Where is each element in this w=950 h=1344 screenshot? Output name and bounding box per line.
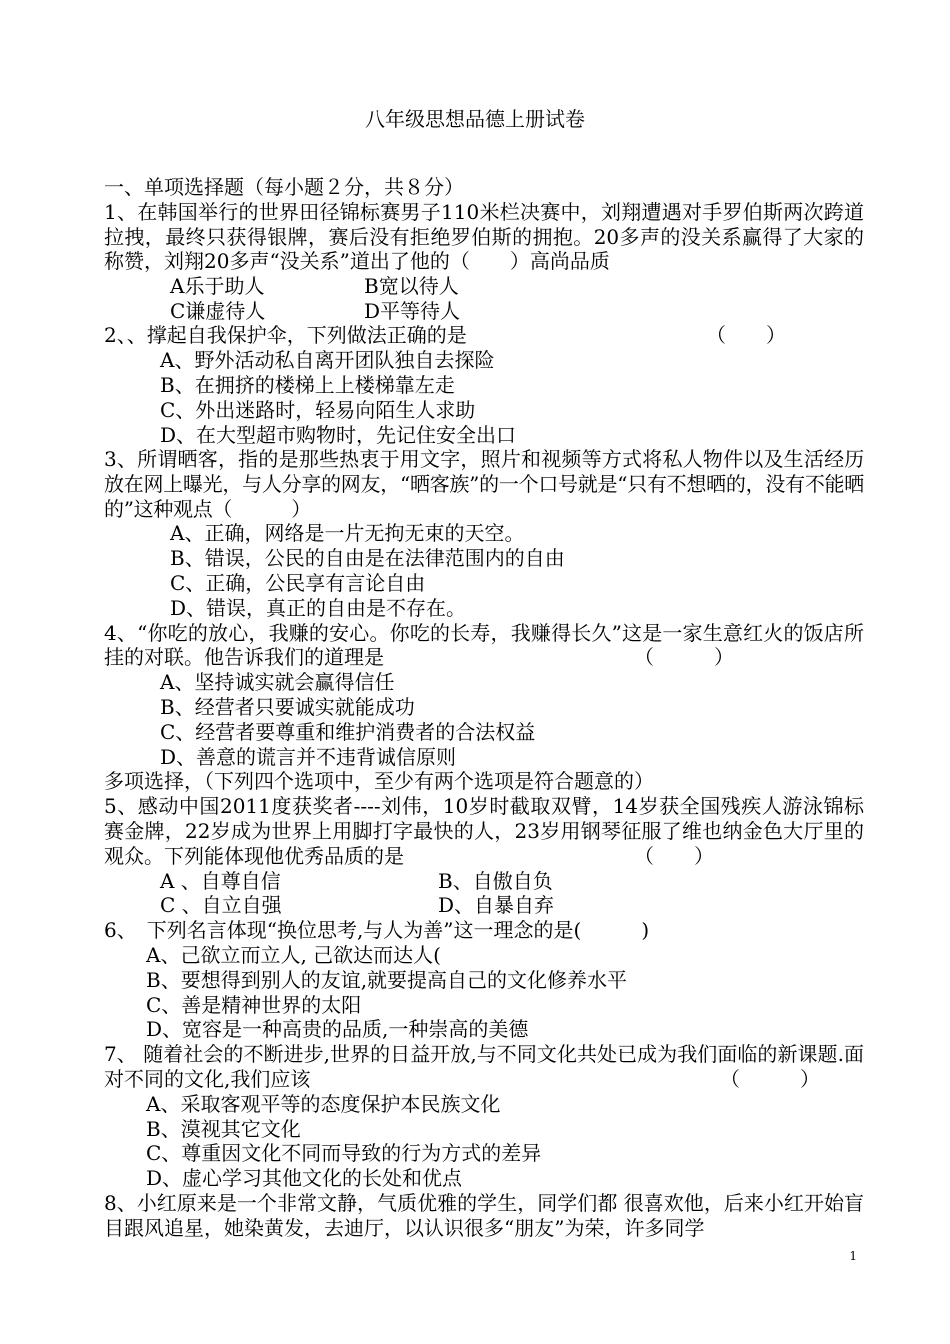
- page-number: 1: [849, 1249, 857, 1263]
- question-3-text: 3、所谓晒客，指的是那些热衷于用文字，照片和视频等方式将私人物件以及生活经历放在网上曝光，与人分享的网友，“晒客族”的一个口号就是“只有不想晒的，没有不能晒的”这种观点（ ）: [104, 447, 864, 521]
- section-heading-multiple-choice: 多项选择，（下列四个选项中，至少有两个选项是符合题意的）: [104, 769, 654, 794]
- question-3-option-d: D、错误，真正的自由是不存在。: [170, 595, 467, 620]
- question-2-text: 2、、撑起自我保护伞，下列做法正确的是: [104, 323, 467, 348]
- question-1-option-d: D平等待人: [364, 298, 461, 323]
- question-7-option-a: A、采取客观平等的态度保护本民族文化: [146, 1091, 501, 1116]
- question-7-option-c: C、尊重因文化不同而导致的行为方式的差异: [146, 1141, 542, 1166]
- question-8-text: 8、小红原来是一个非常文静，气质优雅的学生，同学们都 很喜欢他，后来小红开始盲目跟风追星，她染黄发，去迪厅，以认识很多“朋友”为荣，许多同学: [104, 1190, 864, 1240]
- question-4-option-c: C、经营者要尊重和维护消费者的合法权益: [160, 719, 536, 744]
- question-4-option-a: A、坚持诚实就会赢得信任: [160, 670, 395, 695]
- question-5-stem: [104, 794, 864, 868]
- question-4-text: 4、“你吃的放心，我赚的安心。你吃的长寿，我赚得长久”这是一家生意红火的饭店所挂的对联。他告诉我们的道理是: [104, 620, 864, 670]
- question-6-text: 6、 下列名言体现“换位思考,与人为善”这一理念的是( ): [104, 918, 650, 943]
- question-2-answer-bracket: （ ）: [706, 323, 786, 348]
- question-5-option-b: B、自傲自负: [438, 868, 553, 893]
- section-heading-single-choice: 一、单项选择题（每小题２分，共８分）: [104, 175, 464, 199]
- question-5-options-row-1: [104, 869, 864, 894]
- question-3-option-b: B、错误，公民的自由是在法律范围内的自由: [170, 546, 565, 571]
- question-4-answer-bracket: （ ）: [634, 645, 734, 670]
- question-2-option-b: B、在拥挤的楼梯上上楼梯靠左走: [160, 372, 455, 397]
- question-5-option-d: D、自暴自弃: [438, 893, 555, 918]
- question-5-text: 5、感动中国2011度获奖者----刘伟，10岁时截取双臂，14岁获全国残疾人游泳锦标赛金牌，22岁成为世界上用脚打字最快的人，23岁用钢琴征服了维也纳金色大厅里的观众。下列能体现他优秀品质的是: [104, 794, 864, 868]
- question-1-options-row-2: [104, 299, 864, 324]
- question-6-option-b: B、要想得到别人的友谊,就要提高自己的文化修养水平: [146, 967, 628, 992]
- question-1-option-a: A乐于助人: [170, 273, 265, 298]
- question-4-option-d: D、善意的谎言并不违背诚信原则: [160, 744, 457, 769]
- question-2-stem: [104, 323, 864, 348]
- question-3-option-a: A、正确，网络是一片无拘无束的天空。: [170, 521, 525, 546]
- question-4-stem: [104, 621, 864, 671]
- question-5-answer-bracket: （ ）: [634, 843, 714, 868]
- question-1-option-b: B宽以待人: [364, 273, 459, 298]
- question-4-option-b: B、经营者只要诚实就能成功: [160, 694, 415, 719]
- page-title: 八年级思想品德上册试卷: [365, 107, 585, 131]
- question-2-option-a: A、野外活动私自离开团队独自去探险: [160, 348, 495, 373]
- exam-content: [104, 175, 864, 1240]
- question-7-text: 7、 随着社会的不断进步,世界的日益开放,与不同文化共处已成为我们面临的新课题.面对不同的文化,我们应该: [104, 1042, 864, 1091]
- question-6-option-a: A、己欲立而立人, 己欲达而达人(: [146, 942, 441, 967]
- question-1-options-row-1: [104, 274, 864, 299]
- question-6-option-c: C、善是精神世界的太阳: [146, 992, 362, 1017]
- question-2-option-d: D、在大型超市购物时，先记住安全出口: [160, 422, 517, 447]
- question-2-option-c: C、外出迷路时，轻易向陌生人求助: [160, 397, 476, 422]
- question-5-option-c: C 、自立自强: [160, 893, 282, 918]
- question-7-option-b: B、漠视其它文化: [146, 1116, 301, 1141]
- question-7-stem: [104, 1042, 864, 1092]
- question-5-options-row-2: [104, 893, 864, 918]
- question-5-option-a: A 、自尊自信: [160, 868, 281, 893]
- question-7-option-d: D、虚心学习其他文化的长处和优点: [146, 1166, 463, 1191]
- question-7-answer-bracket: （ ）: [720, 1066, 820, 1091]
- question-3-option-c: C、正确，公民享有言论自由: [170, 570, 426, 595]
- question-6-option-d: D、宽容是一种高贵的品质,一种崇高的美德: [146, 1017, 529, 1042]
- question-1-text: 1、在韩国举行的世界田径锦标赛男子110米栏决赛中，刘翔遭遇对手罗伯斯两次跨道拉拽，最终只获得银牌，赛后没有拒绝罗伯斯的拥抱。20多声的没关系赢得了大家的称赞，刘翔20多声“没关系”道出了他的（ ）高尚品质: [104, 199, 864, 274]
- question-1-option-c: C谦虚待人: [170, 298, 266, 323]
